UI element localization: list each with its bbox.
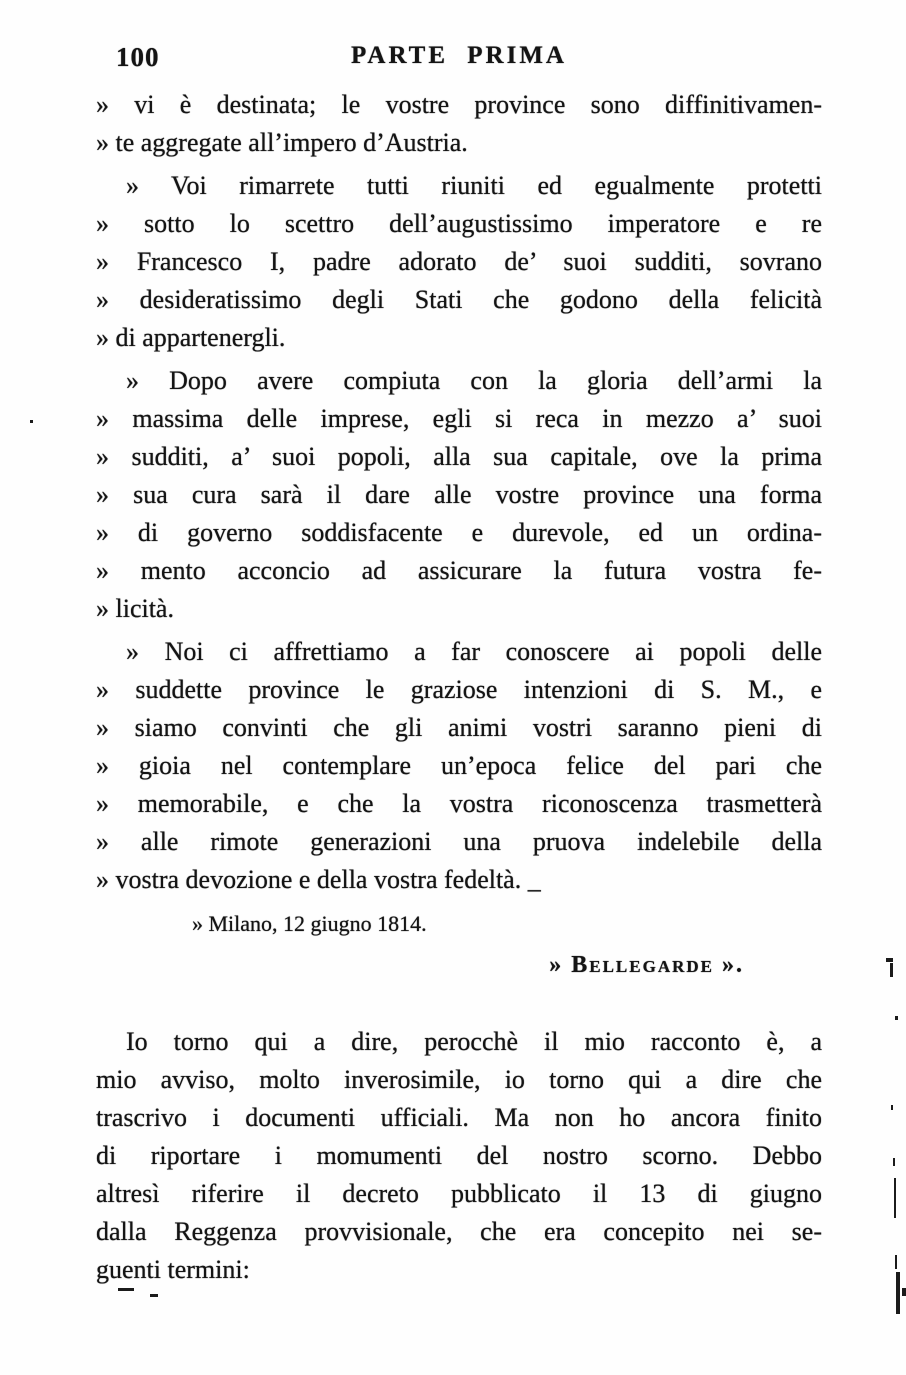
scan-speck (118, 1288, 134, 1291)
text-line: » gioia nel contemplare un’epoca felice del pari che (96, 751, 822, 780)
text-line: » siamo convinti che gli animi vostri saranno pieni di (96, 713, 822, 742)
text-line: dalla Reggenza provvisionale, che era concepito nei se- (96, 1217, 822, 1246)
text-line: » vi è destinata; le vostre province sono diffinitivamen- (96, 90, 822, 119)
scan-speck (886, 958, 893, 962)
text-line: » Voi rimarrete tutti riuniti ed egualmente protetti (126, 171, 822, 200)
text-line: » alle rimote generazioni una pruova indelebile della (96, 827, 822, 856)
text-line: » vostra devozione e della vostra fedeltà. _ (96, 865, 541, 894)
text-line: » Noi ci affrettiamo a far conoscere ai popoli delle (126, 637, 822, 666)
text-line: » sua cura sarà il dare alle vostre province una forma (96, 480, 822, 509)
text-line: » sotto lo scettro dell’augustissimo imperatore e re (96, 209, 822, 238)
scan-streak (895, 1255, 897, 1269)
scan-speck (890, 963, 893, 977)
scan-speck (895, 1016, 898, 1020)
scan-speck (150, 1294, 158, 1297)
text-column (96, 86, 822, 1289)
text-line: di riportare i momumenti del nostro scorno. Debbo (96, 1141, 822, 1170)
text-line: » suddette province le graziose intenzioni di S. M., e (96, 675, 822, 704)
closing-paragraph (96, 1023, 822, 1289)
text-line: Io torno qui a dire, perocchè il mio racconto è, a (126, 1027, 822, 1056)
page-number: 100 (116, 42, 160, 72)
text-line: altresì riferire il decreto pubblicato il 13 di giugno (96, 1179, 822, 1208)
scan-streak (896, 1272, 900, 1314)
scan-speck (30, 420, 33, 423)
dateline: » Milano, 12 giugno 1814. (192, 911, 427, 936)
text-line: » desideratissimo degli Stati che godono della felicità (96, 285, 822, 314)
text-line: » di governo soddisfacente e durevole, ed un ordina- (96, 518, 822, 547)
text-line: » Dopo avere compiuta con la gloria dell’armi la (126, 366, 822, 395)
text-line: » licità. (96, 594, 174, 623)
text-line: » te aggregate all’impero d’Austria. (96, 128, 468, 157)
text-line: » mento acconcio ad assicurare la futura vostra fe- (96, 556, 822, 585)
signature: » Bellegarde ». (549, 952, 744, 978)
text-line: » sudditi, a’ suoi popoli, alla sua capitale, ove la prima (96, 442, 822, 471)
text-line: » Francesco I, padre adorato de’ suoi sudditi, sovrano (96, 247, 822, 276)
text-line: » massima delle imprese, egli si reca in mezzo a’ suoi (96, 404, 822, 433)
scan-streak (893, 1158, 895, 1166)
text-line: » memorabile, e che la vostra riconoscenza trasmetterà (96, 789, 822, 818)
scan-streak (894, 1178, 896, 1218)
running-title: PARTE PRIMA (351, 42, 567, 69)
text-line: mio avviso, molto inverosimile, io torno qui a dire che (96, 1065, 822, 1094)
text-line: » di appartenergli. (96, 323, 286, 352)
text-line: guenti termini: (96, 1255, 250, 1284)
scan-speck (891, 1105, 893, 1110)
text-line: trascrivo i documenti ufficiali. Ma non ho ancora finito (96, 1103, 822, 1132)
scan-speck (902, 1288, 906, 1296)
